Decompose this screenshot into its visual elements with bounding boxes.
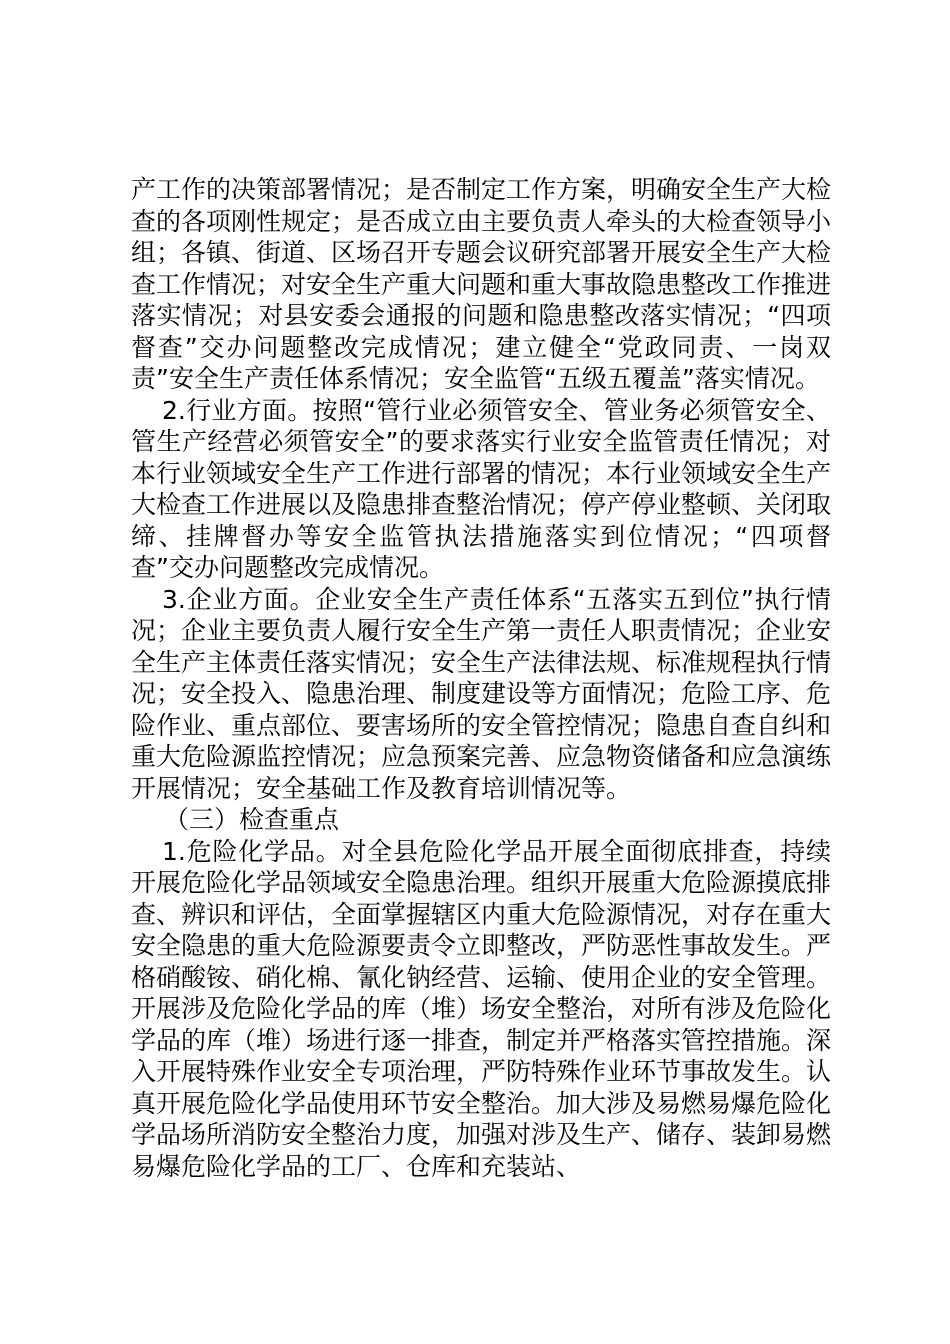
section-heading: （三）检查重点 (164, 805, 340, 834)
paragraph-continuation: 产工作的决策部署情况；是否制定工作方案，明确安全生产大检查的各项刚性规定；是否成立由主要负责人牵头的大检查领导小组；各镇、街道、区场召开专题会议研究部署开展安全生产大检查工作情况；对安全生产重大问题和重大事故隐患整改工作推进落实情况；对县安委会通报的问题和隐患整改落实情况；“四项督查”交办问题整改完成情况；建立健全“党政同责、一岗双责”安全生产责任体系情况；安全监管“五级五覆盖”落实情况。 (131, 175, 832, 393)
paragraph-hazardous-chemicals: 1.危险化学品。对全县危险化学品开展全面彻底排查，持续开展危险化学品领域安全隐患治理。组织开展重大危险源摸底排查、辨识和评估，全面掌握辖区内重大危险源情况，对存在重大安全隐患的重大危险源要责令立即整改，严防恶性事故发生。严格硝酸铵、硝化棉、氰化钠经营、运输、使用企业的安全管理。开展涉及危险化学品的库（堆）场安全整治，对所有涉及危险化学品的库（堆）场进行逐一排查，制定并严格落实管控措施。深入开展特殊作业安全专项治理，严防特殊作业环节事故发生。认真开展危险化学品使用环节安全整治。加大涉及易燃易爆危险化学品场所消防安全整治力度，加强对涉及生产、储存、装卸易燃易爆危险化学品的工厂、仓库和充装站、 (131, 836, 832, 1181)
document-body (131, 174, 831, 1182)
paragraph-enterprise: 3.企业方面。企业安全生产责任体系“五落实五到位”执行情况；企业主要负责人履行安全生产第一责任人职责情况；企业安全生产主体责任落实情况；安全生产法律法规、标准规程执行情况；安全投入、隐患治理、制度建设等方面情况；危险工序、危险作业、重点部位、要害场所的安全管控情况；隐患自查自纠和重大危险源监控情况；应急预案完善、应急物资储备和应急演练开展情况；安全基础工作及教育培训情况等。 (131, 584, 832, 803)
paragraph-industry: 2.行业方面。按照“管行业必须管安全、管业务必须管安全、管生产经营必须管安全”的要求落实行业安全监管责任情况；对本行业领域安全生产工作进行部署的情况；本行业领域安全生产大检查工作进展以及隐患排查整治情况；停产停业整顿、关闭取缔、挂牌督办等安全监管执法措施落实到位情况；“四项督查”交办问题整改完成情况。 (131, 395, 832, 582)
